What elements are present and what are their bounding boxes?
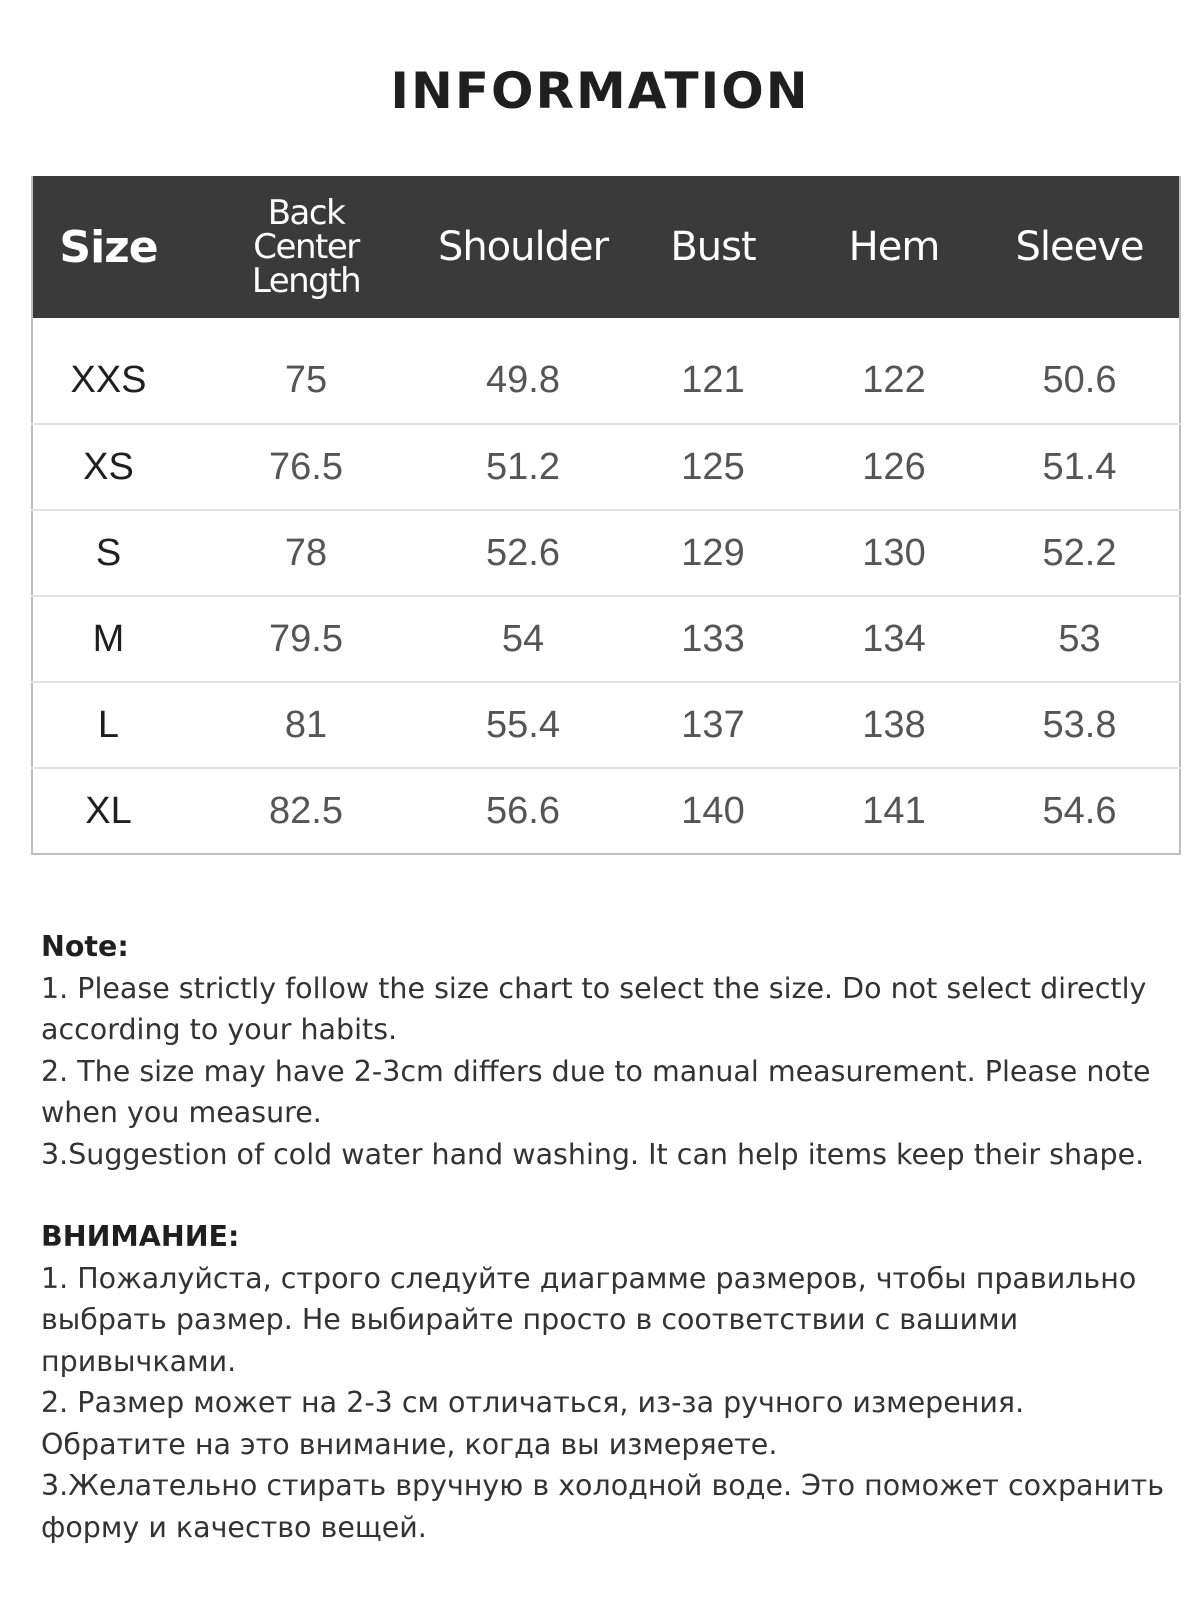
note-item-ru: 2. Размер может на 2-3 см отличаться, из-за ручного измерения. Обратите на это внимание, когда вы измеряете. [41,1386,1025,1461]
table-spacer-cell [32,318,1180,338]
table-row [32,424,1180,510]
note-item: 3.Suggestion of cold water hand washing. It can help items keep their shape. [41,1137,1145,1171]
note-heading: Note: [41,930,129,963]
cell-sleeve: 50.6 [1042,359,1117,401]
cell-sleeve: 54.6 [980,768,1180,854]
header-size: Size [59,221,158,273]
header-hem: Hem [848,224,940,270]
cell-back-center-length: 75 [284,359,328,401]
cell-bust: 137 [618,682,808,768]
cell-size: M [32,596,184,682]
size-chart-table [31,176,1181,855]
note-heading-ru: ВНИМАНИЕ: [41,1220,240,1253]
note-item-ru: 3.Желательно стирать вручную в холодной воде. Это поможет сохранить форму и качество вещей. [41,1469,1165,1544]
cell-bust: 121 [681,359,745,401]
note-item: 2. The size may have 2-3cm differs due to manual measurement. Please note when you measure. [41,1054,1151,1129]
page-title: INFORMATION [390,62,810,120]
cell-shoulder: 54 [428,596,618,682]
cell-shoulder: 51.2 [428,424,618,510]
notes-section [41,926,1171,1548]
cell-shoulder: 56.6 [428,768,618,854]
cell-size: XL [32,768,184,854]
cell-bust: 140 [618,768,808,854]
note-item: 1. Please strictly follow the size chart to select the size. Do not select directly according to your habits. [41,971,1147,1046]
cell-sleeve: 53.8 [980,682,1180,768]
cell-size: XXS [70,359,147,401]
cell-hem: 138 [808,682,980,768]
table-row [32,596,1180,682]
cell-back-center-length: 78 [184,510,428,596]
table-row [32,510,1180,596]
cell-size: S [32,510,184,596]
table-spacer [32,318,1180,338]
cell-hem: 134 [808,596,980,682]
cell-bust: 129 [618,510,808,596]
note-english [41,926,1171,1175]
cell-back-center-length: 81 [184,682,428,768]
header-sleeve: Sleeve [1015,224,1144,270]
table-header-row [32,176,1180,318]
header-bust: Bust [670,224,756,270]
cell-hem: 141 [808,768,980,854]
cell-back-center-length: 79.5 [184,596,428,682]
cell-bust: 125 [618,424,808,510]
header-back-center-length-label: Back Center Length [251,193,361,301]
cell-shoulder: 52.6 [428,510,618,596]
cell-size: L [32,682,184,768]
cell-sleeve: 51.4 [980,424,1180,510]
header-shoulder: Shoulder [437,224,609,270]
cell-back-center-length: 82.5 [184,768,428,854]
note-item-ru: 1. Пожалуйста, строго следуйте диаграмме размеров, чтобы правильно выбрать размер. Не выбирайте просто в соответствии с вашими привычками. [41,1261,1137,1378]
table-row [32,682,1180,768]
cell-size: XS [32,424,184,510]
cell-shoulder: 55.4 [428,682,618,768]
cell-hem: 130 [808,510,980,596]
cell-bust: 133 [618,596,808,682]
cell-back-center-length: 76.5 [184,424,428,510]
note-russian [41,1216,1171,1548]
cell-sleeve: 53 [980,596,1180,682]
cell-shoulder: 49.8 [486,359,560,401]
cell-sleeve: 52.2 [980,510,1180,596]
cell-hem: 122 [862,359,926,401]
table-row [32,768,1180,854]
table-row [32,338,1180,424]
header-back-center-length [184,176,428,318]
cell-hem: 126 [808,424,980,510]
